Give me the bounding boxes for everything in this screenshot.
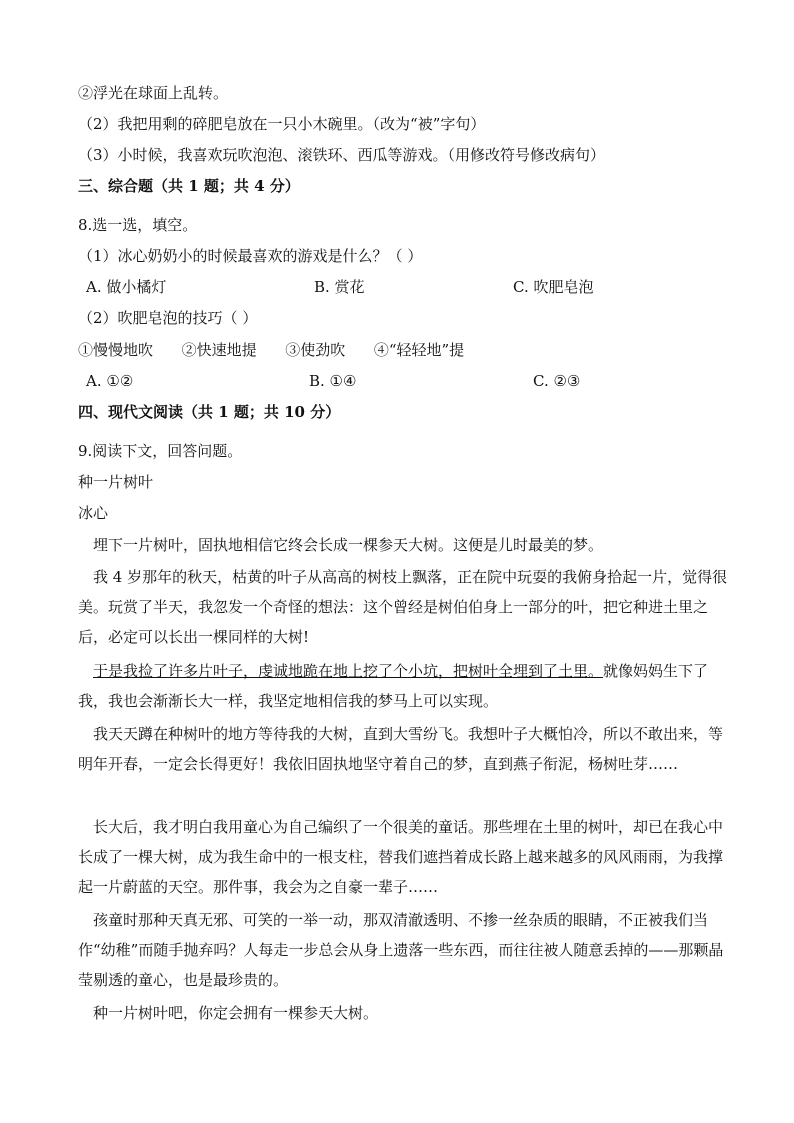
option-c: C. ②③	[533, 372, 581, 390]
underlined-sentence: 于是我捡了许多片叶子，虔诚地跪在地上挖了个小坑，把树叶全埋到了土里。	[93, 662, 604, 680]
question-8: 8.选一选，填空。	[78, 216, 198, 234]
option-a: A. ①②	[86, 372, 134, 390]
question-9: 9.阅读下文，回答问题。	[78, 442, 243, 460]
passage-paragraph: 埋下一片树叶，固执地相信它终会长成一棵参天大树。这便是儿时最美的梦。	[93, 536, 604, 554]
passage-paragraph	[78, 656, 734, 716]
technique-list: ①慢慢地吹 ②快速地提 ③使劲吹 ④“轻轻地”提	[78, 341, 465, 359]
paragraph-rest: 就像妈妈生下了我，我也会渐渐长大一样，我坚定地相信我的梦马上可以实现。	[78, 662, 709, 710]
passage-paragraph: 种一片树叶吧，你定会拥有一棵参天大树。	[93, 1004, 379, 1022]
passage-paragraph: 长大后，我才明白我用童心为自己编织了一个很美的童话。那些埋在土里的树叶，却已在我心中长成了一棵大树，成为我生命中的一根支柱，替我们遮挡着成长路上越来越多的风风雨雨，为我撑起一片蔚蓝的天空。那件事，我会为之自豪一辈子……	[78, 818, 724, 896]
question-8-1: （1）冰心奶奶小的时候最喜欢的游戏是什么？（ ）	[78, 247, 423, 265]
option-b: B. 赏花	[314, 278, 365, 296]
question-8-2: （2）吹肥皂泡的技巧（ ）	[78, 309, 258, 327]
option-a: A. 做小橘灯	[86, 278, 167, 296]
passage-title: 种一片树叶	[78, 473, 154, 491]
passage-paragraph: 我天天蹲在种树叶的地方等待我的大树，直到大雪纷飞。我想叶子大概怕冷，所以不敢出来，等明年开春，一定会长得更好！我依旧固执地坚守着自己的梦，直到燕子衔泥，杨树吐芽……	[78, 725, 724, 773]
question-7-2: （2）我把用剩的碎肥皂放在一只小木碗里。（改为“被”字句）	[78, 115, 486, 133]
passage-paragraph: 孩童时那种天真无邪、可笑的一举一动，那双清澈透明、不掺一丝杂质的眼睛，不正被我们当作“幼稚”而随手抛弃吗？人每走一步总会从身上遗落一些东西，而往往被人随意丢掉的——那颗晶莹剔透的童心，也是最珍贵的。	[78, 911, 724, 989]
question-7-3: （3）小时候，我喜欢玩吹泡泡、滚铁环、西瓜等游戏。（用修改符号修改病句）	[78, 146, 606, 164]
section-heading-3: 三、综合题（共 1 题；共 4 分）	[78, 177, 300, 195]
option-b: B. ①④	[309, 372, 357, 390]
option-c: C. 吹肥皂泡	[513, 278, 594, 296]
text-line: ②浮光在球面上乱转。	[78, 84, 229, 102]
passage-paragraph: 我 4 岁那年的秋天，枯黄的叶子从高高的树枝上飘落，正在院中玩耍的我俯身拾起一片，觉得很美。玩赏了半天，我忽发一个奇怪的想法：这个曾经是树伯伯身上一部分的叶，把它种进土里之后，必定可以长出一棵同样的大树!	[78, 568, 728, 646]
passage-author: 冰心	[78, 504, 109, 522]
section-heading-4: 四、现代文阅读（共 1 题；共 10 分）	[78, 403, 341, 421]
